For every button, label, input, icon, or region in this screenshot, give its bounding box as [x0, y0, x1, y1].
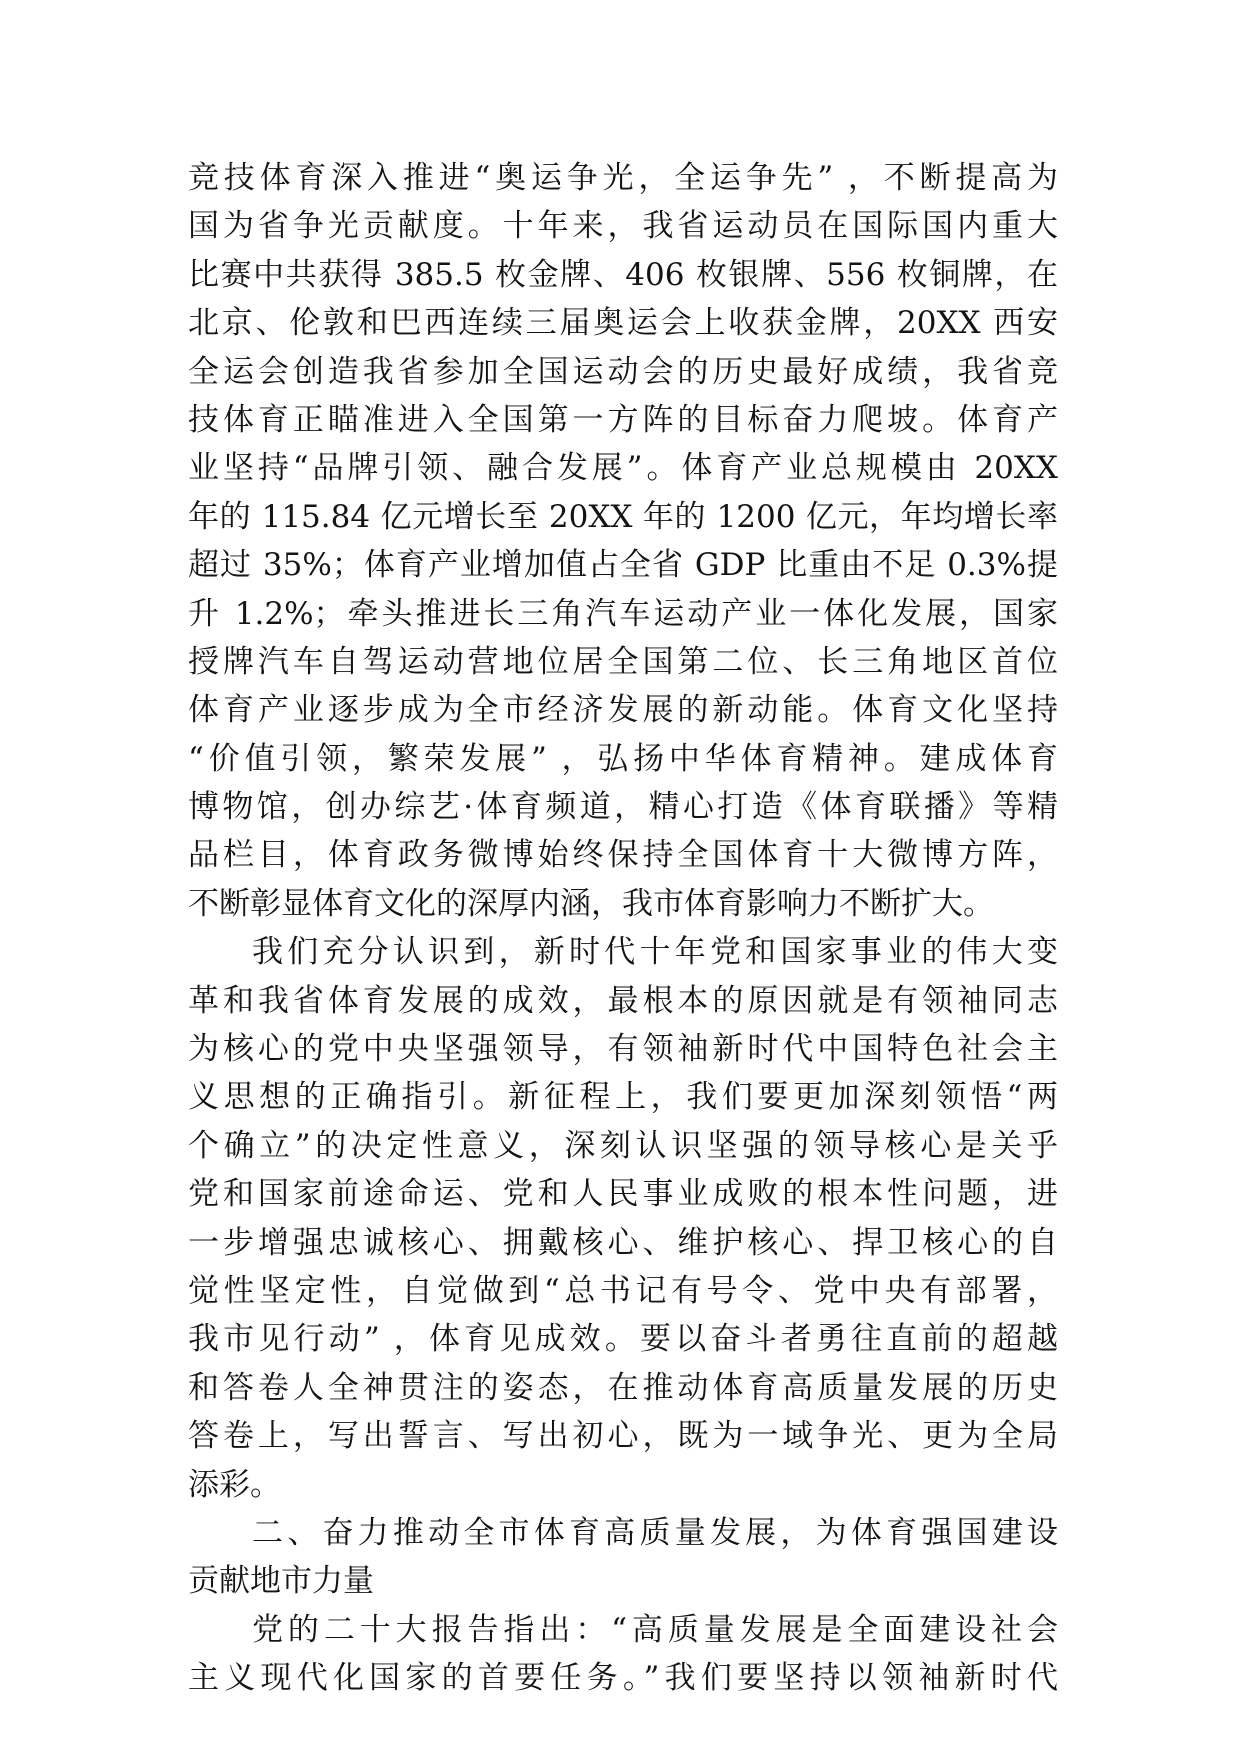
text-line: 我们充分认识到，新时代十年党和国家事业的伟大变 [252, 934, 1058, 971]
heading-line: 二、奋力推动全市体育高质量发展，为体育强国建设 [252, 1514, 1058, 1551]
text-line: 党和国家前途命运、党和人民事业成败的根本性问题，进 [188, 1176, 1058, 1213]
document-body [188, 154, 1058, 1703]
text-line: 体育产业逐步成为全市经济发展的新动能。体育文化坚持 [188, 692, 1058, 729]
text-line: 为核心的党中央坚强领导，有领袖新时代中国特色社会主 [188, 1031, 1058, 1068]
paragraph-achievements [188, 154, 1058, 928]
text-line: 超过 35%；体育产业增加值占全省 GDP 比重由不足 0.3%提 [188, 547, 1058, 584]
text-line: 和答卷人全神贯注的姿态，在推动体育高质量发展的历史 [188, 1369, 1058, 1406]
text-line: 党的二十大报告指出：“高质量发展是全面建设社会 [252, 1611, 1058, 1648]
text-line: 义思想的正确指引。新征程上，我们要更加深刻领悟“两 [188, 1079, 1058, 1116]
text-line: 我市见行动” ，体育见成效。要以奋斗者勇往直前的超越 [188, 1321, 1058, 1358]
text-line: 主义现代化国家的首要任务。”我们要坚持以领袖新时代 [188, 1660, 1058, 1697]
text-line: 答卷上，写出誓言、写出初心，既为一域争光、更为全局 [188, 1418, 1058, 1455]
text-line: 一步增强忠诚核心、拥戴核心、维护核心、捍卫核心的自 [188, 1224, 1058, 1261]
text-line: 个确立”的决定性意义，深刻认识坚强的领导核心是关乎 [188, 1127, 1058, 1164]
text-line: 添彩。 [188, 1466, 281, 1503]
text-line: 国为省争光贡献度。十年来，我省运动员在国际国内重大 [188, 208, 1058, 245]
heading-line: 贡献地市力量 [188, 1563, 374, 1600]
text-line: 业坚持“品牌引领、融合发展”。体育产业总规模由 20XX [188, 450, 1058, 487]
text-line: 全运会创造我省参加全国运动会的历史最好成绩，我省竞 [188, 353, 1058, 390]
text-line: 觉性坚定性，自觉做到“总书记有号令、党中央有部署， [188, 1272, 1058, 1309]
text-line: 竞技体育深入推进“奥运争光，全运争先” ，不断提高为 [188, 160, 1058, 196]
text-line: 不断彰显体育文化的深厚内涵，我市体育影响力不断扩大。 [188, 885, 994, 922]
text-line: 升 1.2%；牵头推进长三角汽车运动产业一体化发展，国家 [188, 595, 1058, 632]
text-line: 比赛中共获得 385.5 枚金牌、406 枚银牌、556 枚铜牌，在 [188, 256, 1058, 293]
text-line: 北京、伦敦和巴西连续三届奥运会上收获金牌，20XX 西安 [188, 305, 1058, 342]
text-line: 博物馆，创办综艺·体育频道，精心打造《体育联播》等精 [188, 789, 1058, 826]
text-line: 年的 115.84 亿元增长至 20XX 年的 1200 亿元，年均增长率 [188, 498, 1058, 535]
text-line: 品栏目，体育政务微博始终保持全国体育十大微博方阵， [188, 837, 1058, 874]
text-line: 授牌汽车自驾运动营地位居全国第二位、长三角地区首位 [188, 643, 1058, 680]
text-line: 技体育正瞄准进入全国第一方阵的目标奋力爬坡。体育产 [188, 401, 1058, 438]
section-heading [188, 1509, 1058, 1606]
text-line: “价值引领，繁荣发展” ，弘扬中华体育精神。建成体育 [188, 740, 1058, 777]
paragraph-report [188, 1606, 1058, 1703]
text-line: 革和我省体育发展的成效，最根本的原因就是有领袖同志 [188, 982, 1058, 1019]
paragraph-understanding [188, 928, 1058, 1509]
